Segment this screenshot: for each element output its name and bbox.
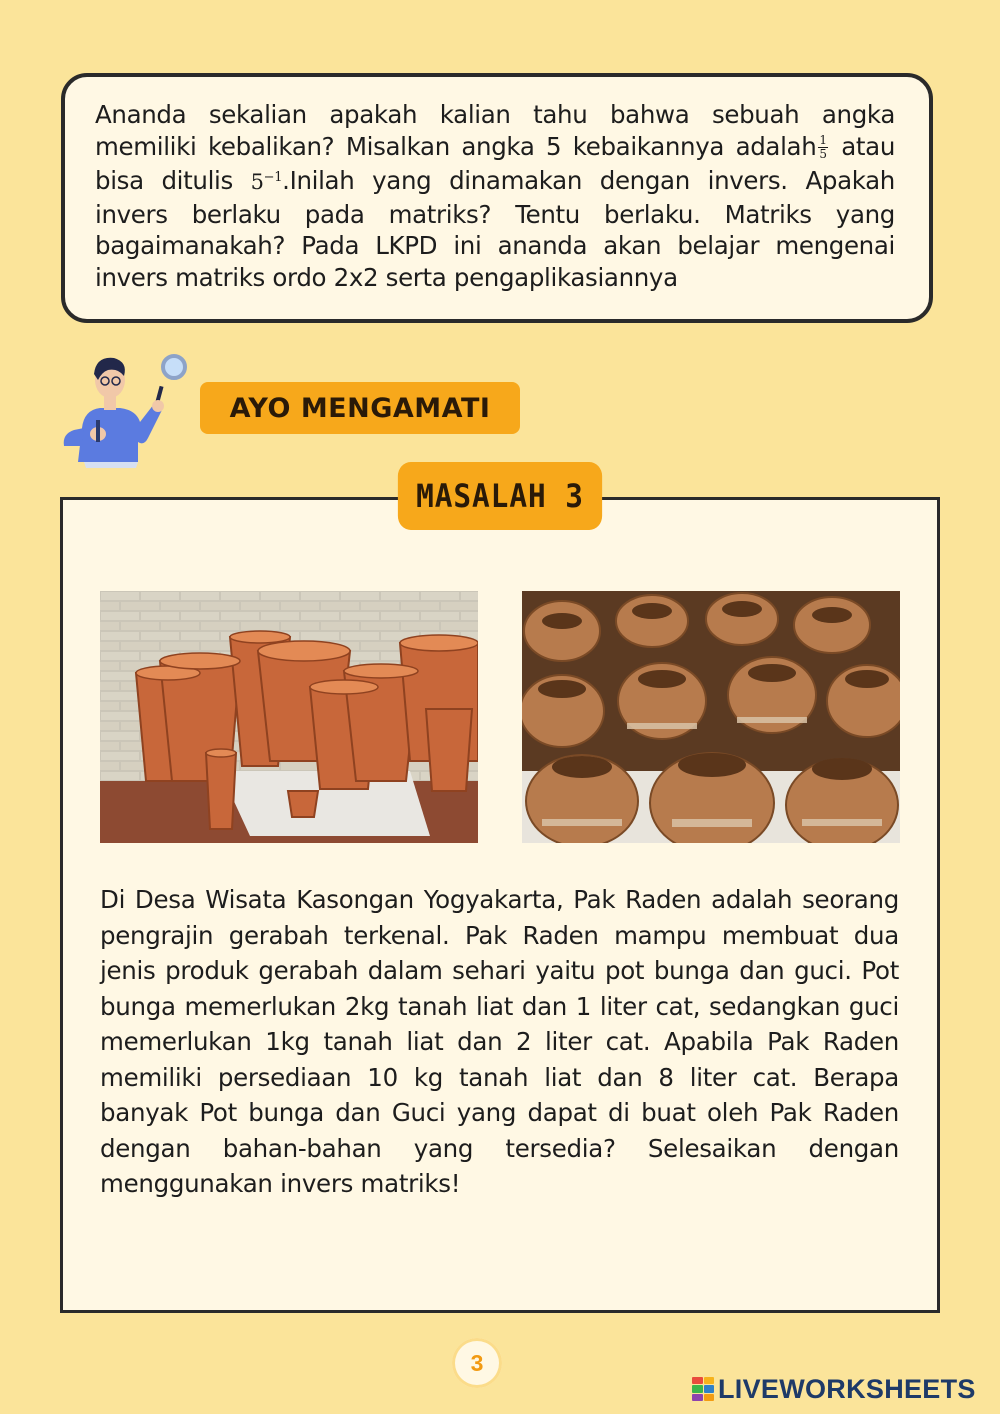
ayo-mengamati-badge: AYO MENGAMATI	[200, 382, 520, 434]
terracotta-pots-photo	[100, 591, 478, 843]
intro-box	[61, 73, 933, 323]
intro-text	[95, 99, 895, 293]
clay-jars-photo	[522, 591, 900, 843]
problem-text: Di Desa Wisata Kasongan Yogyakarta, Pak Raden adalah seorang pengrajin gerabah terkenal. Pak Raden mampu membuat dua jenis produk gerabah dalam sehari yaitu pot bunga dan guci. Pot bunga memerlukan 2kg tanah liat dan 1 liter cat, sedangkan guci memerlukan 1kg tanah liat dan 2 liter cat. Apabila Pak Raden memiliki persediaan 10 kg tanah liat dan 8 liter cat. Berapa banyak Pot bunga dan Guci yang dapat di buat oleh Pak Raden dengan bahan-bahan yang tersedia? Selesaikan dengan menggunakan invers matriks!	[100, 885, 899, 1198]
intro-text-part2: atau bisa ditulis	[95, 131, 895, 195]
inverse-notation	[251, 170, 282, 194]
brand-text: LIVEWORKSHEETS	[718, 1373, 976, 1404]
fraction-numerator: 1	[819, 133, 827, 147]
liveworksheets-logo-icon	[692, 1377, 714, 1401]
fraction-denominator: 5	[819, 147, 827, 161]
math-base: 5	[250, 170, 264, 194]
intro-text-part1: Ananda sekalian apakah kalian tahu bahwa sebuah angka memiliki kebalikan? Misalkan angka 5 kebaikannya adalah	[95, 100, 895, 161]
fraction-one-fifth	[818, 134, 827, 161]
page-number: 3	[452, 1338, 502, 1388]
intro-text-part3: .Inilah yang dinamakan dengan invers. Apakah invers berlaku pada matriks? Tentu berlaku. Matriks yang bagaimanakah? Pada LKPD ini ananda akan belajar mengenai invers matriks ordo 2x2 serta pengaplikasiannya	[95, 166, 895, 292]
math-exponent: −1	[263, 170, 283, 185]
person-magnifier-illustration	[58, 350, 193, 470]
masalah-badge: MASALAH 3	[398, 462, 602, 530]
liveworksheets-brand[interactable]	[692, 1372, 976, 1406]
